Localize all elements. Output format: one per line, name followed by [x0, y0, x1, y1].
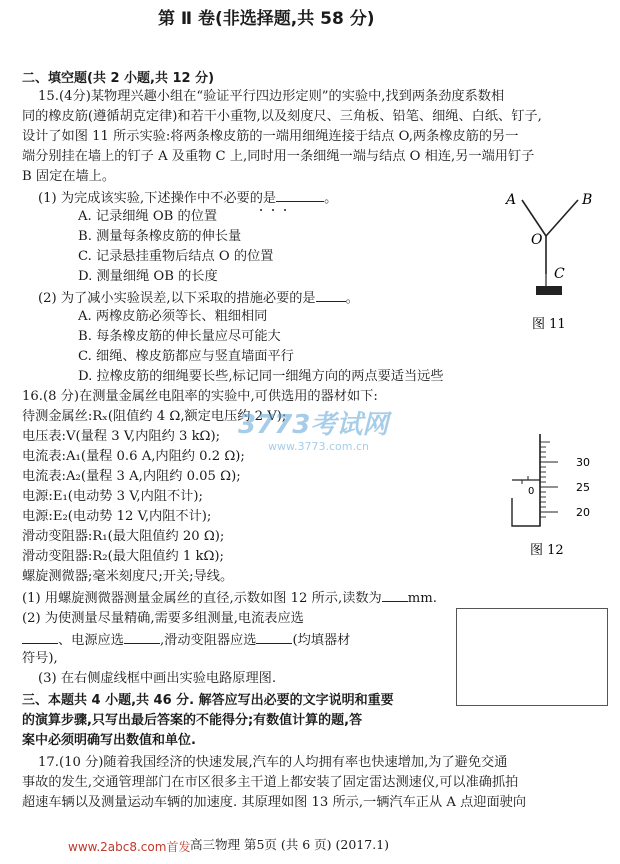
circuit-answer-box[interactable]: [456, 608, 608, 706]
q16-part2-text-a: (2) 为使测量尽量精确,需要多组测量,电流表应选: [22, 611, 304, 626]
equipment-item: 电流表:A₁(量程 0.6 A,内阻约 0.2 Ω);: [22, 449, 245, 464]
footer-page-info: 高三物理 第5页 (共 6 页) (2017.1): [190, 837, 390, 852]
q15-part1-option-b: B. 测量每条橡皮筋的伸长量: [78, 229, 242, 244]
q17-line-3: 超速车辆以及测量运动车辆的加速度. 其原理如图 13 所示,一辆汽车正从 A 点迎面驶向: [22, 795, 527, 810]
q15-part2-stem: [38, 288, 359, 308]
q16-rheostat-blank[interactable]: [256, 630, 292, 644]
figure-12-micrometer: [500, 428, 610, 560]
q15-part1-end: 。: [324, 191, 338, 206]
q15-part1-option-a: A. 记录细绳 OB 的位置: [78, 209, 218, 224]
q16-part2-line1: [22, 610, 304, 628]
q15-line-5: B 固定在墙上。: [22, 169, 116, 184]
label-a: A: [506, 192, 517, 208]
weight-c: [536, 286, 562, 295]
q16-part2-line2: [22, 630, 350, 650]
q15-line-1: 15.(4分)某物理兴趣小组在“验证平行四边形定则”的实验中,找到两条劲度系数相: [38, 89, 505, 104]
q16-part1-unit: mm.: [407, 591, 437, 606]
q15-line-2: 同的橡皮筋(遵循胡克定律)和若干小重物,以及刻度尺、三角板、铅笔、细绳、白纸、钉子,: [22, 109, 542, 124]
q15-part2-option-d: D. 拉橡皮筋的细绳要长些,标记同一细绳方向的两点要适当远些: [78, 369, 444, 384]
equipment-item: 电流表:A₂(量程 3 A,内阻约 0.05 Ω);: [22, 469, 241, 484]
section3-line-1: 三、本题共 4 小题,共 46 分. 解答应写出必要的文字说明和重要: [22, 693, 394, 708]
q15-part2-option-c: C. 细绳、橡皮筋都应与竖直墙面平行: [78, 349, 294, 364]
label-b: B: [582, 192, 593, 208]
q15-part2-end: 。: [345, 291, 359, 306]
tick-label-20: 20: [576, 506, 590, 519]
equipment-item: 螺旋测微器;毫米刻度尺;开关;导线。: [22, 569, 234, 584]
section3-line-3: 案中必须明确写出数值和单位.: [22, 733, 196, 748]
emphasis-dot: [272, 209, 274, 211]
section-heading-fill-in: 二、填空题(共 2 小题,共 12 分): [22, 71, 215, 86]
emphasis-dot: [260, 209, 262, 211]
string-ob: [546, 200, 578, 236]
q15-part1-answer-blank[interactable]: [276, 188, 324, 202]
q17-line-2: 事故的发生,交通管理部门在市区很多主干道上都安装了固定雷达测速仪,可以准确抓拍: [22, 775, 519, 790]
page-title: 第 Ⅱ 卷(非选择题,共 58 分): [158, 9, 375, 29]
q15-part2-option-a: A. 两橡皮筋必须等长、粗细相同: [78, 309, 268, 324]
q16-part1-text: (1) 用螺旋测微器测量金属丝的直径,示数如图 12 所示,读数为: [22, 591, 382, 606]
tick-label-30: 30: [576, 456, 590, 469]
section3-line-2: 的演算步骤,只写出最后答案的不能得分;有数值计算的题,答: [22, 713, 363, 728]
q16-part3: (3) 在右侧虚线框中画出实验电路原理图.: [38, 671, 277, 686]
sleeve-zero-label: 0: [528, 486, 535, 497]
q15-part2-text: (2) 为了减小实验误差,以下采取的措施必要的是: [38, 291, 316, 306]
q15-line-3: 设计了如图 11 所示实验:将两条橡皮筋的一端用细绳连接于结点 O,两条橡皮筋的另一: [22, 129, 519, 144]
q16-part1-answer-blank[interactable]: [382, 588, 408, 602]
figure-12-caption: 图 12: [530, 543, 564, 558]
emphasis-dot: [284, 209, 286, 211]
figure-11-diagram: [500, 186, 610, 334]
q16-ammeter-blank[interactable]: [22, 630, 58, 644]
q15-line-4: 端分别挂在墙上的钉子 A 及重物 C 上,同时用一条细绳一端与结点 O 相连,另一端用钉子: [22, 149, 535, 164]
q15-part1-text: (1) 为完成该实验,下述操作中不必要的是: [38, 191, 277, 206]
q16-part2-line3: 符号),: [22, 651, 58, 666]
q15-part1-option-d: D. 测量细绳 OB 的长度: [78, 269, 218, 284]
q16-part2-text-d: (均填器材: [292, 633, 351, 648]
q15-part2-answer-blank[interactable]: [316, 288, 346, 302]
footer-site-link[interactable]: www.2abc8.com首发: [68, 840, 191, 854]
watermark-brand: 3773考试网: [238, 410, 389, 440]
q16-part2-text-b: 、电源应选: [58, 633, 124, 648]
q16-source-blank[interactable]: [124, 630, 160, 644]
q16-stem: 16.(8 分)在测量金属丝电阻率的实验中,可供选用的器材如下:: [22, 389, 378, 404]
equipment-item: 电源:E₂(电动势 12 V,内阻不计);: [22, 509, 212, 524]
rubber-band-oa: [522, 200, 546, 236]
tick-label-25: 25: [576, 481, 590, 494]
equipment-item: 滑动变阻器:R₁(最大阻值约 20 Ω);: [22, 529, 225, 544]
q16-part2-text-c: ,滑动变阻器应选: [159, 633, 257, 648]
equipment-item: 滑动变阻器:R₂(最大阻值约 1 kΩ);: [22, 549, 224, 564]
equipment-item: 电压表:V(量程 3 V,内阻约 3 kΩ);: [22, 429, 221, 444]
q15-part1-option-c: C. 记录悬挂重物后结点 O 的位置: [78, 249, 274, 264]
label-c: C: [554, 266, 565, 282]
watermark-url: www.3773.com.cn: [268, 440, 369, 453]
q15-part1-stem: [38, 188, 337, 208]
thimble-scale: [540, 442, 558, 517]
equipment-item: 待测金属丝:Rₓ(阻值约 4 Ω,额定电压约 2 V);: [22, 409, 287, 424]
equipment-item: 电源:E₁(电动势 3 V,内阻不计);: [22, 489, 203, 504]
q16-part1: [22, 588, 437, 608]
q15-part2-option-b: B. 每条橡皮筋的伸长量应尽可能大: [78, 329, 281, 344]
label-o: O: [531, 232, 543, 248]
q17-line-1: 17.(10 分)随着我国经济的快速发展,汽车的人均拥有率也快速增加,为了避免交通: [38, 755, 508, 770]
figure-11-caption: 图 11: [532, 317, 566, 332]
